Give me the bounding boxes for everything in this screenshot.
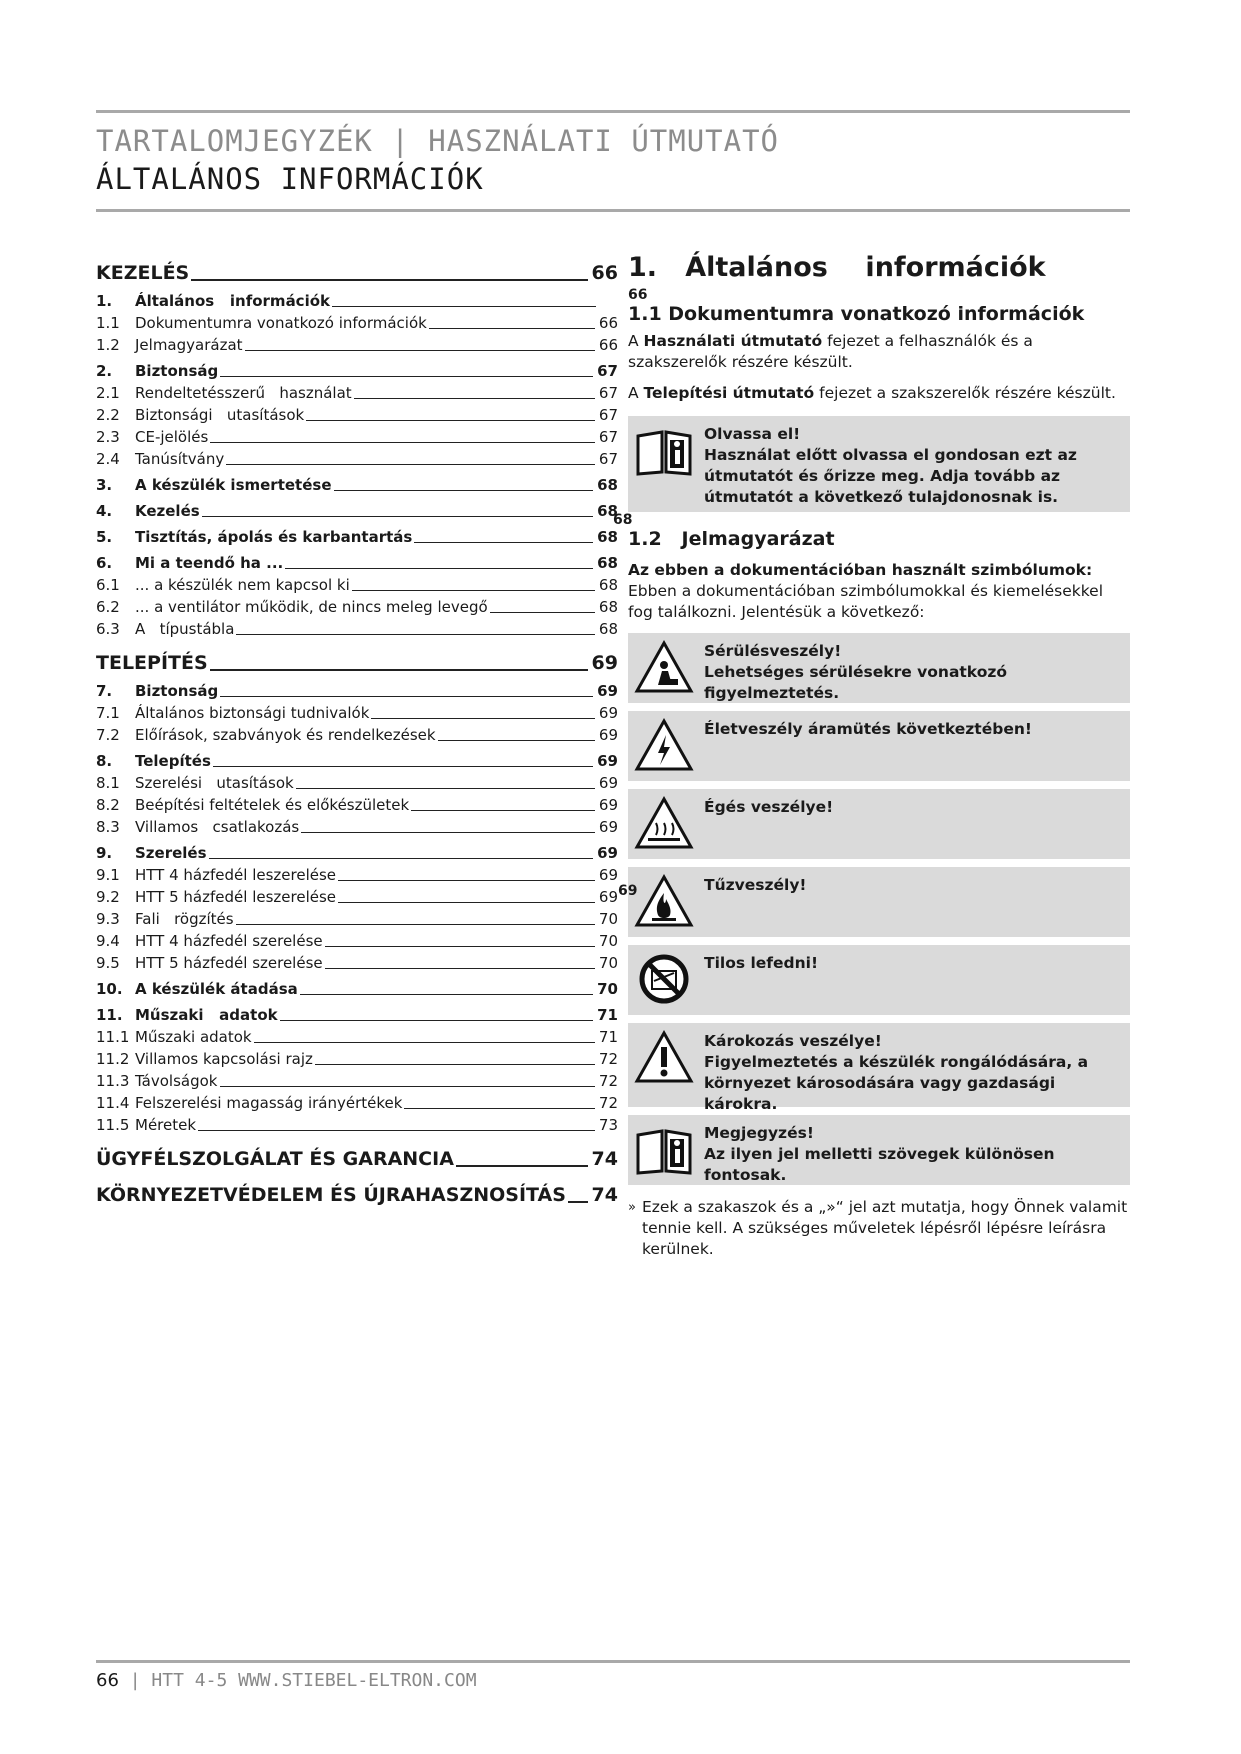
toc-title: Méretek (135, 1116, 197, 1134)
toc-number: 11. (96, 1006, 123, 1024)
toc-page: 74 (591, 1184, 618, 1206)
toc-title: Villamos csatlakozás (135, 818, 300, 836)
toc-row[interactable] (96, 1024, 618, 1046)
toc-title: HTT 5 házfedél leszerelése (135, 888, 337, 906)
toc-title: Biztonság (135, 682, 219, 700)
toc-page: 68 (597, 554, 618, 572)
toc-row[interactable] (96, 358, 618, 380)
toc-page: 69 (598, 774, 618, 792)
subsection-1-2-title: 1.2 Jelmagyarázat (628, 528, 835, 550)
toc-leader-line (404, 1108, 594, 1109)
toc-number: 9.3 (96, 910, 120, 928)
toc-page: 70 (597, 980, 618, 998)
toc-number: 1. (96, 292, 113, 310)
toc-page: 66 (591, 262, 618, 284)
toc-title: HTT 4 házfedél leszerelése (135, 866, 337, 884)
toc-number: 11.5 (96, 1116, 130, 1134)
p1-rest: fejezet a felhasználók és a szakszerelők részére készült. (628, 332, 1033, 371)
toc-page: 74 (591, 1148, 618, 1170)
damage-warning-icon (634, 1029, 694, 1085)
subsection-1-1-p2 (628, 383, 1130, 404)
toc-title: A készülék átadása (135, 980, 298, 998)
symbol-title: Megjegyzés! (704, 1124, 814, 1142)
symbol-box (628, 789, 1130, 859)
fire-hazard-icon (634, 873, 694, 929)
footer-page-number: 66 (96, 1670, 119, 1691)
header-line2: ÁLTALÁNOS INFORMÁCIÓK (96, 162, 484, 196)
toc-page: 72 (598, 1050, 618, 1068)
toc-leader-line (210, 669, 588, 671)
toc-page: 69 (597, 752, 618, 770)
toc-page: 69 (597, 844, 618, 862)
toc-page: 69 (598, 796, 618, 814)
note-book-icon (634, 1121, 694, 1177)
toc-number: 9.5 (96, 954, 120, 972)
table-of-contents (96, 256, 618, 1206)
toc-page: 70 (598, 910, 618, 928)
toc-leader-line (371, 718, 595, 719)
toc-number: 2.3 (96, 428, 120, 446)
toc-row[interactable] (96, 424, 618, 446)
toc-number: 7. (96, 682, 113, 700)
toc-row[interactable] (96, 310, 618, 332)
toc-row[interactable] (96, 402, 618, 424)
toc-page: 68 (598, 598, 618, 616)
do-not-cover-icon (634, 951, 694, 1007)
toc-title: Telepítés (135, 752, 211, 770)
toc-page: 69 (598, 704, 618, 722)
toc-page: 71 (598, 1028, 618, 1046)
toc-number: 8. (96, 752, 113, 770)
toc-number: 8.3 (96, 818, 120, 836)
toc-page: 66 (598, 314, 618, 332)
toc-number: 8.1 (96, 774, 120, 792)
toc-leader-line (338, 880, 595, 881)
toc-leader-line (210, 442, 595, 443)
toc-leader-line (300, 994, 593, 995)
toc-leader-line (220, 696, 593, 697)
toc-title: CE-jelölés (135, 428, 209, 446)
toc-leader-line (325, 946, 595, 947)
toc-leader-line (213, 766, 593, 767)
toc-page: 67 (597, 362, 618, 380)
toc-title: Szerelés (135, 844, 207, 862)
toc-title: ... a készülék nem kapcsol ki (135, 576, 350, 594)
toc-title: KÖRNYEZETVÉDELEM ÉS ÚJRAHASZNOSÍTÁS (96, 1184, 566, 1206)
toc-number: 6.1 (96, 576, 120, 594)
toc-leader-line (296, 788, 595, 789)
toc-number: 5. (96, 528, 113, 546)
step-text: Ezek a szakaszok és a „»“ jel azt mutatja, hogy Önnek valamit tennie kell. A szükséges műveletek lépésről lépésre leírásra kerülnek. (642, 1198, 1128, 1258)
toc-leader-line (280, 1020, 594, 1021)
toc-title: Beépítési feltételek és előkészületek (135, 796, 410, 814)
toc-leader-line (220, 1086, 595, 1087)
toc-title: Előírások, szabványok és rendelkezések (135, 726, 436, 744)
toc-row[interactable] (96, 678, 618, 700)
symbol-box (628, 711, 1130, 781)
toc-leader-line (209, 858, 594, 859)
toc-title: Távolságok (135, 1072, 218, 1090)
toc-page: 69 (598, 888, 618, 906)
toc-leader-line (334, 490, 594, 491)
footer-text: | HTT 4-5 WWW.STIEBEL-ELTRON.COM (129, 1670, 477, 1691)
toc-leader-line (325, 968, 595, 969)
toc-page: 70 (598, 932, 618, 950)
toc-title: Dokumentumra vonatkozó információk (135, 314, 427, 332)
toc-title: Felszerelési magasság irányértékek (135, 1094, 403, 1112)
toc-row[interactable] (96, 594, 618, 616)
toc-leader-line (226, 464, 595, 465)
toc-title: TELEPÍTÉS (96, 652, 208, 674)
toc-page: 69 (598, 818, 618, 836)
toc-row[interactable] (96, 1046, 618, 1068)
toc-title: Általános biztonsági tudnivalók (135, 704, 370, 722)
p2-rest: fejezet a szakszerelők részére készült. (814, 384, 1116, 402)
hot-surface-icon (634, 795, 694, 851)
general-info-section (613, 252, 1130, 1260)
toc-number: 11.3 (96, 1072, 130, 1090)
toc-leader-line (414, 542, 593, 543)
toc-page: 68 (597, 528, 618, 546)
toc-page: 68 (597, 476, 618, 494)
toc-number: 6.3 (96, 620, 120, 638)
symbol-box (628, 1023, 1130, 1113)
toc-row[interactable] (96, 1002, 618, 1024)
toc-title: KEZELÉS (96, 262, 190, 284)
toc-row[interactable] (96, 814, 618, 836)
toc-row[interactable] (96, 722, 618, 744)
toc-leader-line (254, 1042, 595, 1043)
symbol-title: Sérülésveszély! (704, 642, 842, 660)
toc-title: A típustábla (135, 620, 235, 638)
toc-row[interactable] (96, 1142, 618, 1170)
toc-page: 69 (591, 652, 618, 674)
toc-row[interactable] (96, 1068, 618, 1090)
toc-leader-line (191, 279, 587, 281)
symbol-list (618, 633, 1130, 1185)
injury-warning-icon (634, 639, 694, 695)
toc-number: 9.2 (96, 888, 120, 906)
symbol-box (628, 945, 1130, 1015)
toc-page: 67 (598, 450, 618, 468)
toc-title: Biztonság (135, 362, 219, 380)
toc-title: Műszaki adatok (135, 1028, 252, 1046)
toc-leader-line (301, 832, 595, 833)
subsection-1-1-title: 1.1 Dokumentumra vonatkozó információk (628, 303, 1085, 325)
footer-rule (96, 1660, 1130, 1663)
toc-row[interactable] (96, 572, 618, 594)
toc-leader-line (411, 810, 595, 811)
toc-row[interactable] (96, 256, 618, 284)
toc-row[interactable] (96, 792, 618, 814)
step-instruction (628, 1197, 1130, 1260)
p1-prefix: A (628, 332, 644, 350)
toc-row[interactable] (96, 446, 618, 468)
toc-leader-line (352, 590, 595, 591)
toc-row[interactable] (96, 472, 618, 494)
toc-page: 68 (598, 620, 618, 638)
toc-row[interactable] (96, 976, 618, 998)
footer (96, 1670, 477, 1691)
toc-title: HTT 4 házfedél szerelése (135, 932, 323, 950)
symbol-title: Égés veszélye! (704, 798, 834, 816)
toc-title: Jelmagyarázat (135, 336, 243, 354)
toc-number: 6.2 (96, 598, 120, 616)
toc-title: ... a ventilátor működik, de nincs meleg levegő (135, 598, 488, 616)
toc-number: 1.1 (96, 314, 120, 332)
toc-row[interactable] (96, 288, 618, 310)
toc-page: 68 (597, 502, 618, 520)
symbol-text: Figyelmeztetés a készülék rongálódására, a környezet károsodására vagy gazdasági károkra. (704, 1053, 1089, 1113)
header-bottom-rule (96, 209, 1130, 212)
toc-row[interactable] (96, 840, 618, 862)
toc-title: Általános információk (135, 292, 330, 310)
toc-title: Rendeltetésszerű használat (135, 384, 352, 402)
toc-number: 2. (96, 362, 113, 380)
toc-number: 11.4 (96, 1094, 130, 1112)
toc-leader-line (456, 1165, 588, 1167)
symbol-text: Lehetséges sérülésekre vonatkozó figyelmeztetés. (704, 663, 1008, 702)
read-note-box (628, 416, 1130, 512)
toc-leader-line (306, 420, 595, 421)
toc-page: 69 (598, 866, 618, 884)
toc-number: 9.1 (96, 866, 120, 884)
toc-leader-line (429, 328, 595, 329)
toc-title: HTT 5 házfedél szerelése (135, 954, 323, 972)
toc-row[interactable] (96, 928, 618, 950)
toc-number: 9.4 (96, 932, 120, 950)
symbol-title: Károkozás veszélye! (704, 1032, 882, 1050)
toc-page: 66 (598, 336, 618, 354)
toc-title: Kezelés (135, 502, 200, 520)
symbol-box (628, 1115, 1130, 1185)
toc-leader-line (338, 902, 595, 903)
toc-leader-line (236, 924, 595, 925)
toc-row[interactable] (96, 906, 618, 928)
symbols-subtitle: Az ebben a dokumentációban használt szimbólumok: (628, 561, 1093, 579)
book-info-icon (634, 422, 694, 478)
toc-row[interactable] (96, 950, 618, 972)
toc-leader-line (236, 634, 594, 635)
header-top-rule (96, 110, 1130, 113)
toc-number: 7.1 (96, 704, 120, 722)
p1-bold: Használati útmutató (643, 332, 823, 350)
toc-leader-line (568, 1201, 588, 1203)
symbol-title: Életveszély áramütés következtében! (704, 720, 1032, 738)
toc-page: 67 (598, 428, 618, 446)
toc-number: 2.4 (96, 450, 120, 468)
toc-title: Villamos kapcsolási rajz (135, 1050, 313, 1068)
toc-number: 1.2 (96, 336, 120, 354)
toc-number: 11.2 (96, 1050, 130, 1068)
toc-leader-line (332, 306, 596, 307)
toc-number: 10. (96, 980, 123, 998)
toc-row[interactable] (96, 646, 618, 674)
toc-number: 7.2 (96, 726, 120, 744)
p2-bold: Telepítési útmutató (643, 384, 815, 402)
toc-row[interactable] (96, 550, 618, 572)
toc-number: 11.1 (96, 1028, 130, 1046)
toc-row[interactable] (96, 498, 618, 520)
toc-leader-line (490, 612, 595, 613)
note-title: Olvassa el! (704, 425, 801, 443)
toc-leader-line (202, 516, 593, 517)
toc-row[interactable] (96, 616, 618, 638)
toc-number: 2.2 (96, 406, 120, 424)
toc-page: 69 (597, 682, 618, 700)
electric-shock-icon (634, 717, 694, 773)
toc-page: 67 (598, 406, 618, 424)
section-title: 1. Általános információk (628, 252, 1046, 283)
stray-page-number: 66 (628, 287, 648, 303)
toc-number: 6. (96, 554, 113, 572)
toc-row[interactable] (96, 332, 618, 354)
toc-title: Tisztítás, ápolás és karbantartás (135, 528, 413, 546)
subsection-1-1-p1 (628, 331, 1130, 373)
step-marker: » (628, 1200, 636, 1215)
symbol-box (628, 633, 1130, 703)
toc-row[interactable] (96, 770, 618, 792)
toc-leader-line (285, 568, 593, 569)
stray-page-number-2: 68 (613, 512, 633, 528)
symbols-intro: Ebben a dokumentációban szimbólumokkal és kiemelésekkel fog találkozni. Jelentésük a következő: (628, 582, 1104, 621)
toc-row[interactable] (96, 1112, 618, 1134)
toc-leader-line (220, 376, 593, 377)
toc-row[interactable] (96, 1178, 618, 1206)
toc-title: Fali rögzítés (135, 910, 234, 928)
note-text: Használat előtt olvassa el gondosan ezt az útmutatót és őrizze meg. Adja tovább az útmutatót a következő tulajdonosnak is. (704, 446, 1077, 506)
toc-row[interactable] (96, 380, 618, 402)
toc-row[interactable] (96, 862, 618, 884)
toc-title: A készülék ismertetése (135, 476, 332, 494)
toc-leader-line (354, 398, 595, 399)
toc-row[interactable] (96, 884, 618, 906)
symbol-text: Az ilyen jel melletti szövegek különösen fontosak. (704, 1145, 1055, 1184)
toc-title: Biztonsági utasítások (135, 406, 305, 424)
header-line1: TARTALOMJEGYZÉK | HASZNÁLATI ÚTMUTATÓ (96, 124, 780, 158)
toc-title: Tanúsítvány (135, 450, 225, 468)
toc-leader-line (198, 1130, 595, 1131)
toc-page: 73 (598, 1116, 618, 1134)
toc-page: 72 (598, 1094, 618, 1112)
toc-title: Mi a teendő ha ... (135, 554, 284, 572)
symbol-box (618, 867, 1130, 937)
toc-row[interactable] (96, 700, 618, 722)
toc-leader-line (245, 350, 595, 351)
toc-number: 4. (96, 502, 113, 520)
toc-title: Szerelési utasítások (135, 774, 294, 792)
stray-page-number-3: 69 (618, 883, 638, 899)
p2-prefix: A (628, 384, 644, 402)
toc-title: ÜGYFÉLSZOLGÁLAT ÉS GARANCIA (96, 1148, 454, 1170)
toc-page: 72 (598, 1072, 618, 1090)
toc-page: 69 (598, 726, 618, 744)
toc-row[interactable] (96, 748, 618, 770)
toc-number: 3. (96, 476, 113, 494)
toc-title: Műszaki adatok (135, 1006, 278, 1024)
toc-page: 67 (598, 384, 618, 402)
symbol-title: Tűzveszély! (704, 876, 807, 894)
toc-leader-line (438, 740, 595, 741)
toc-page: 70 (598, 954, 618, 972)
toc-number: 9. (96, 844, 113, 862)
toc-number: 8.2 (96, 796, 120, 814)
toc-page: 71 (597, 1006, 618, 1024)
toc-row[interactable] (96, 524, 618, 546)
toc-page: 68 (598, 576, 618, 594)
toc-row[interactable] (96, 1090, 618, 1112)
toc-leader-line (315, 1064, 595, 1065)
symbol-title: Tilos lefedni! (704, 954, 819, 972)
toc-number: 2.1 (96, 384, 120, 402)
